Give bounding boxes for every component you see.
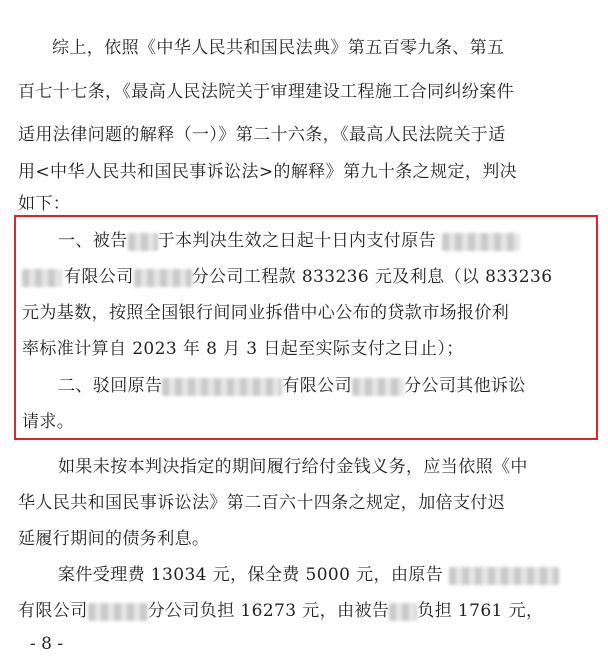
- text-line-4: [18, 160, 517, 184]
- redacted-plaintiff-name: [442, 233, 520, 251]
- line-text: 二、驳回原告: [58, 376, 163, 396]
- redacted-plaintiff-name: [22, 269, 62, 287]
- text-line-14: [18, 527, 209, 551]
- line-text: 有限公司: [64, 267, 134, 287]
- line-text: 有限公司: [282, 376, 353, 396]
- line-text: 元为基数，按照全国银行间同业拆借中心公布的贷款市场报价利: [22, 303, 510, 323]
- text-line-12: [58, 455, 528, 479]
- line-text: 请求。: [22, 412, 75, 432]
- redacted-branch-name: [88, 603, 148, 621]
- judgment-item-1-line-1: [58, 229, 520, 253]
- redacted-defendant-name: [128, 233, 158, 251]
- judgment-item-1-line-3: [22, 301, 509, 325]
- text-line-3: [18, 123, 506, 147]
- redacted-defendant-name: [389, 603, 417, 621]
- line-text: 如下：: [18, 194, 71, 214]
- redacted-branch-name: [352, 378, 404, 396]
- line-text: 分公司工程款 833236 元及利息（以 833236: [191, 267, 553, 287]
- line-text: 分公司负担 16273 元，由被告: [147, 601, 390, 621]
- judgment-item-2-line-2: [22, 410, 74, 434]
- line-text: 案件受理费 13034 元，保全费 5000 元，由原告: [58, 565, 444, 585]
- text-line-2: [18, 80, 514, 104]
- line-text: 分公司其他诉讼: [404, 376, 526, 396]
- cut-off-previous-line: [50, 0, 170, 6]
- redacted-plaintiff-name: [162, 378, 282, 396]
- line-text: 有限公司: [18, 601, 88, 621]
- line-text: 华人民共和国民事诉讼法》第二百六十四条之规定，加倍支付迟: [18, 493, 506, 513]
- judgment-item-1-line-4: [22, 337, 464, 361]
- text-line-15: [58, 563, 559, 587]
- line-text: 于本判决生效之日起十日内支付原告: [157, 231, 437, 251]
- text-line-16: [18, 599, 543, 623]
- judgment-item-2-line-1: [58, 374, 526, 398]
- line-text: 率标准计算自 2023 年 8 月 3 日起至实际支付之日止）；: [22, 339, 464, 359]
- line-text: 负担 1761 元，: [417, 601, 544, 621]
- redacted-branch-name: [134, 269, 192, 287]
- line-text: 用<中华人民共和国民事诉讼法>的解释》第九十条之规定，判决: [18, 162, 518, 182]
- line-text: 百七十七条，《最高人民法院关于审理建设工程施工合同纠纷案件: [18, 82, 515, 102]
- page-number: - 8 -: [30, 634, 64, 654]
- line-text: 如果未按本判决指定的期间履行给付金钱义务，应当依照《中: [58, 457, 528, 477]
- line-text: 适用法律问题的解释（一）》第二十六条，《最高人民法院关于适: [18, 125, 506, 145]
- judgment-item-1-line-2: [22, 265, 552, 289]
- line-text: 综上，依照《中华人民共和国民法典》第五百零九条、第五: [52, 38, 505, 58]
- text-line-1: [52, 36, 504, 60]
- text-line-5: [18, 192, 70, 216]
- redacted-plaintiff-name: [449, 567, 559, 585]
- line-text: 延履行期间的债务利息。: [18, 529, 210, 549]
- line-text: 一、被告: [58, 231, 128, 251]
- text-line-13: [18, 491, 505, 515]
